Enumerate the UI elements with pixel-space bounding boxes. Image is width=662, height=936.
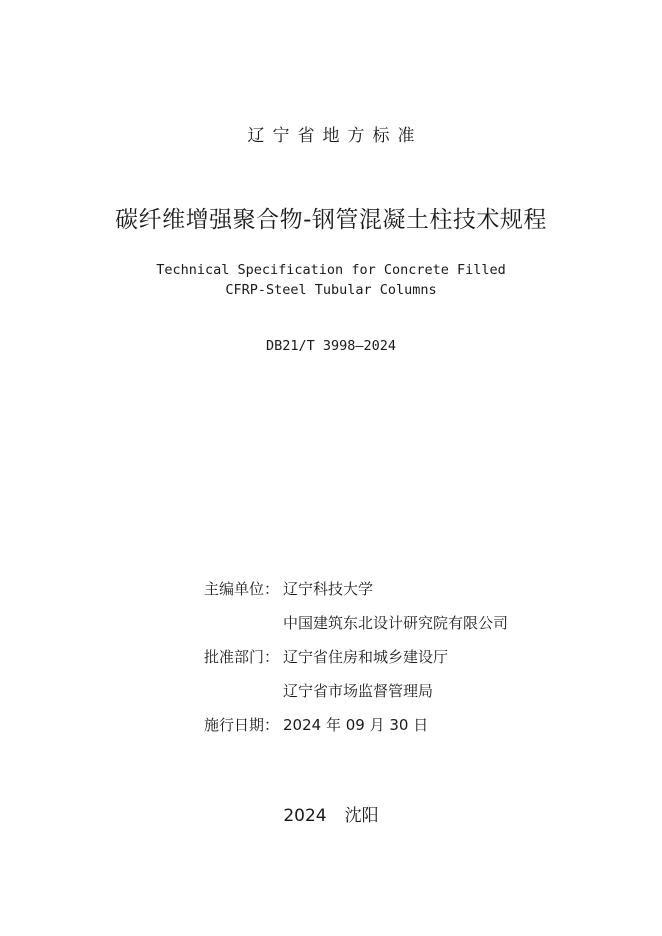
approver-dept-2: 辽宁省市场监督管理局 <box>283 682 434 700</box>
title-english-line-2: CFRP-Steel Tubular Columns <box>225 282 437 298</box>
publication-place-year <box>0 801 662 826</box>
editor-unit-2: 中国建筑东北设计研究院有限公司 <box>283 614 509 632</box>
approver-row-1 <box>204 645 508 679</box>
publication-year: 2024 <box>283 806 327 826</box>
editor-label: 主编单位： <box>204 580 280 598</box>
approver-label: 批准部门： <box>204 648 280 666</box>
editor-row-2 <box>204 611 508 645</box>
publication-city: 沈阳 <box>344 806 379 826</box>
standard-number: DB21/T 3998—2024 <box>265 338 397 354</box>
effective-date: 2024 年 09 月 30 日 <box>283 716 429 734</box>
title-english-line-1: Technical Specification for Concrete Filled <box>156 262 506 278</box>
approver-dept-1: 辽宁省住房和城乡建设厅 <box>283 648 449 666</box>
title-chinese: 碳纤维增强聚合物-钢管混凝土柱技术规程 <box>115 207 547 233</box>
effective-label: 施行日期： <box>204 716 280 734</box>
publication-info <box>204 577 508 747</box>
effective-row <box>204 713 508 747</box>
approver-row-2 <box>204 679 508 713</box>
editor-row-1 <box>204 577 508 611</box>
standard-type-heading: 辽宁省地方标准 <box>247 126 423 146</box>
title-english <box>0 260 662 300</box>
editor-unit-1: 辽宁科技大学 <box>283 580 374 598</box>
